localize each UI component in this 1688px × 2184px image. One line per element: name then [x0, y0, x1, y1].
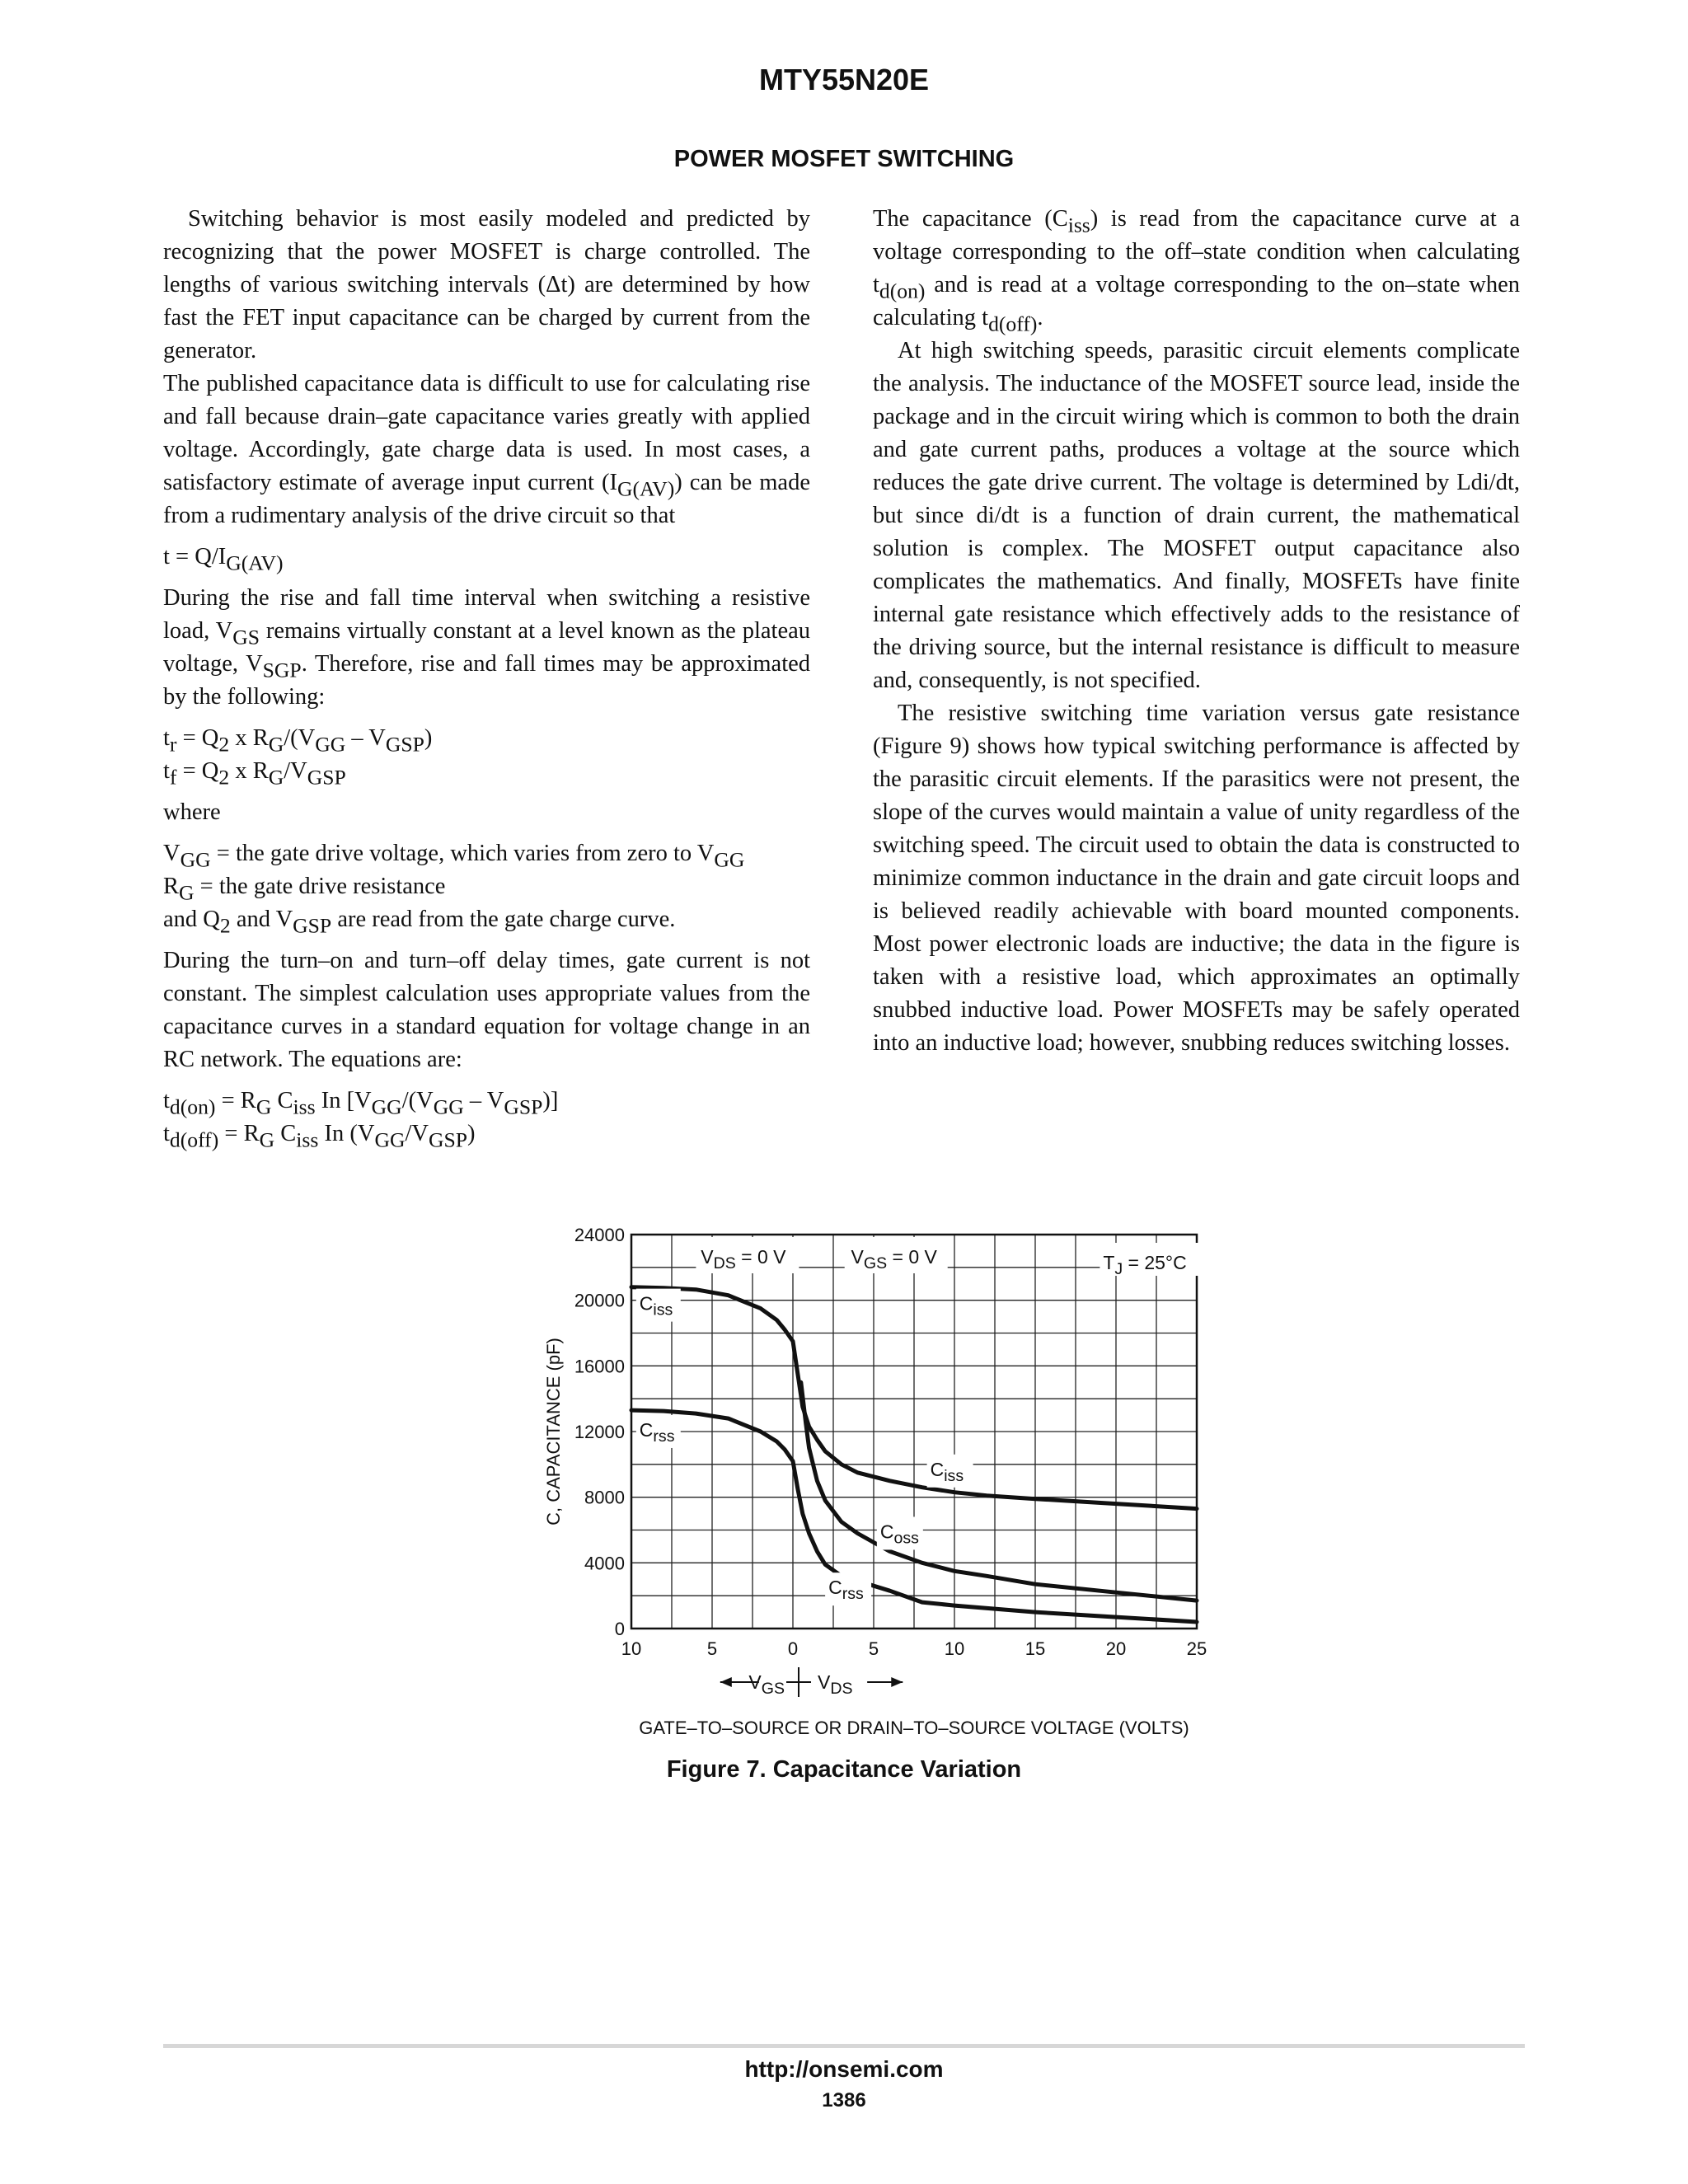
y-axis-label: C, CAPACITANCE (pF) [543, 1338, 564, 1526]
subscript: iss [293, 1094, 316, 1119]
page-title: MTY55N20E [758, 63, 930, 96]
x-tick-label: 20 [1105, 1638, 1127, 1659]
subscript: iss [1067, 213, 1090, 237]
curve-label-crss-right: $C_{rss}$ [828, 1577, 864, 1604]
subscript: 2 [218, 765, 230, 790]
subscript: GSP [429, 1127, 468, 1152]
annotation-vgs: $V_{GS} = 0$ V [851, 1246, 937, 1272]
subscript: G(AV) [226, 551, 284, 575]
text: t [163, 758, 170, 784]
y-tick-label: 16000 [574, 1356, 625, 1377]
subscript: GSP [307, 765, 346, 790]
subscript: 2 [218, 732, 230, 757]
x-tick-label: 5 [868, 1638, 879, 1659]
equation-tr [163, 722, 810, 755]
y-tick-label: 0 [614, 1619, 625, 1639]
text: /(V [401, 1088, 434, 1113]
text: The published capacitance data is difficult to use for calculating rise and fall because drain–gate capacitance varies greatly with applied voltage. Accordingly, gate charge data is used. In most cases, a satisfactory estimate of average input current (I [163, 371, 810, 495]
text: ) is read from the capacitance curve at a voltage corresponding to the off–state condition when calculating t [873, 206, 1520, 298]
text: x R [229, 725, 269, 751]
text: = Q [176, 725, 219, 751]
text: x R [229, 758, 269, 784]
x-tick-label: 25 [1186, 1638, 1207, 1659]
paragraph: During the turn–on and turn–off delay times, gate current is not constant. The simplest calculation uses appropriate values from the capacitance curves in a standard equation for voltage change in an RC network. The equations are: [163, 948, 810, 1072]
equation-tdoff [163, 1118, 810, 1151]
subscript: 2 [219, 913, 231, 938]
curve-label-crss: $C_{rss}$ [639, 1418, 675, 1446]
paragraph [163, 582, 810, 714]
text: In (V [318, 1121, 375, 1146]
text: and is read at a voltage corresponding to the on–state when calculating t [873, 272, 1520, 330]
footer-divider [163, 2044, 1525, 2048]
subscript: GG [714, 847, 745, 872]
x-tick-label: 10 [944, 1638, 965, 1659]
text: ) [467, 1121, 476, 1146]
text: are read from the gate charge curve. [331, 907, 676, 932]
where-label: where [163, 799, 221, 825]
text: C [271, 1088, 293, 1113]
subscript: d(off) [988, 312, 1038, 336]
text: = the gate drive resistance [194, 874, 446, 899]
paragraph: Switching behavior is most easily modeled and predicted by recognizing that the power MOSFET is charge controlled. The lengths of various switching intervals (Δt) are determined by how fast the FET input capacitance can be charged by current from the generator. [163, 206, 810, 363]
text: . Therefore, rise and fall times may be approximated by the following: [163, 651, 811, 710]
paragraph [163, 368, 810, 532]
arrow-left-icon [720, 1677, 732, 1687]
subscript: G [256, 1094, 272, 1119]
definition-rg [163, 870, 810, 903]
subscript: GSP [504, 1094, 543, 1119]
subscript: GSP [385, 732, 424, 757]
paragraph: At high switching speeds, parasitic circuit elements complicate the analysis. The inductance of the MOSFET source lead, inside the package and in the circuit wiring which is common to both the drain and gate current paths, produces a voltage at the source which reduces the gate drive current. The voltage is determined by Ldi/dt, but since di/dt is a function of drain current, the mathematical solution is complex. The MOSFET output capacitance also complicates the mathematics. And finally, MOSFETs have finite internal gate resistance which effectively adds to the resistance of the driving source, but the internal resistance is difficult to measure and, consequently, is not specified. [873, 338, 1520, 693]
subscript: G [179, 880, 195, 905]
text: remains virtually constant at a level known as the plateau voltage, V [163, 618, 810, 677]
text: t [163, 1088, 170, 1113]
capacitance-chart [528, 1220, 1253, 1747]
text: = Q [176, 758, 219, 784]
y-tick-label: 4000 [584, 1553, 625, 1574]
x-tick-label: 5 [706, 1638, 718, 1659]
text: R [163, 874, 180, 899]
figure-caption: Figure 7. Capacitance Variation [666, 1756, 1022, 1783]
paragraph: The resistive switching time variation versus gate resistance (Figure 9) shows how typical switching performance is affected by the parasitic circuit elements. If the parasitics were not present, the slope of the curves would maintain a value of unity regardless of the switching speed. The circuit used to obtain the data is constructed to minimize common inductance in the drain and gate circuit loops and is believed readily achievable with board mounted components. Most power electronic loads are inductive; the data in the figure is taken with a resistive load, which approximates an optimally snubbed inductive load. Power MOSFETs may be safely operated into an inductive load; however, snubbing reduces switching losses. [873, 701, 1520, 1056]
subscript: GG [374, 1127, 406, 1152]
subscript: GG [371, 1094, 402, 1119]
text: /(V [284, 725, 316, 751]
chart-svg [528, 1220, 1253, 1747]
x-axis-label: GATE–TO–SOURCE OR DRAIN–TO–SOURCE VOLTAGE (VOLTS) [639, 1718, 1189, 1738]
text: During the rise and fall time interval when switching a resistive load, V [163, 585, 810, 644]
page-number: 1386 [822, 2089, 866, 2111]
text: )] [542, 1088, 559, 1113]
text: t [163, 725, 170, 751]
subscript: d(off) [169, 1127, 219, 1152]
x-tick-label: 0 [787, 1638, 799, 1659]
text: The capacitance (C [873, 206, 1068, 232]
axis-arrow-vgs-label: $V_{GS}$ [748, 1671, 785, 1698]
arrow-right-icon [891, 1677, 903, 1687]
paragraph [873, 203, 1520, 335]
y-tick-label: 8000 [584, 1487, 625, 1508]
curve-label-coss-right: $C_{oss}$ [879, 1521, 919, 1548]
equation [163, 541, 810, 574]
left-column [163, 203, 810, 1151]
text: t = Q/I [163, 544, 227, 569]
text: ) can be made from a rudimentary analysis of the drive circuit so that [163, 470, 810, 528]
subscript: G [268, 732, 284, 757]
curve-label-ciss-right: $C_{iss}$ [930, 1458, 964, 1485]
x-tick-label: 15 [1025, 1638, 1046, 1659]
text: V [163, 841, 181, 866]
subscript: GSP [293, 913, 332, 938]
definition-vgg [163, 837, 810, 870]
annotation-vds: $V_{DS} = 0$ V [701, 1246, 786, 1272]
equation-tdon [163, 1085, 810, 1118]
text: – V [345, 725, 386, 751]
text: = R [215, 1088, 256, 1113]
y-tick-label: 24000 [574, 1225, 625, 1245]
text: ) [424, 725, 433, 751]
footer-link[interactable]: http://onsemi.com [744, 2056, 944, 2082]
subscript: G [259, 1127, 275, 1152]
subscript: G [268, 765, 284, 790]
right-column [873, 203, 1520, 1060]
text: – V [463, 1088, 504, 1113]
subscript: d(on) [879, 279, 926, 303]
text: and V [230, 907, 293, 932]
text: . [1037, 305, 1043, 330]
equation-tf [163, 755, 810, 788]
text: = R [218, 1121, 260, 1146]
subscript: GG [315, 732, 346, 757]
axis-arrow-vds-label: $V_{DS}$ [818, 1671, 853, 1698]
annotation-tj: $T_J = 25^\circ C$ [1103, 1252, 1187, 1278]
subscript: f [169, 765, 177, 790]
x-tick-label: 10 [621, 1638, 642, 1659]
text: t [163, 1121, 170, 1146]
curve-label-ciss: $C_{iss}$ [639, 1292, 673, 1319]
definition-q2 [163, 903, 810, 936]
subscript: r [169, 732, 177, 757]
section-title: POWER MOSFET SWITCHING [673, 146, 1015, 172]
text: /V [405, 1121, 429, 1146]
text: and Q [163, 907, 220, 932]
subscript: GG [433, 1094, 464, 1119]
text: In [V [315, 1088, 372, 1113]
text: = the gate drive voltage, which varies from zero to V [210, 841, 715, 866]
subscript: SGP [262, 658, 302, 682]
subscript: G(AV) [617, 476, 675, 501]
subscript: GG [180, 847, 211, 872]
y-tick-label: 12000 [574, 1422, 625, 1442]
text: C [274, 1121, 297, 1146]
y-tick-label: 20000 [574, 1290, 625, 1311]
subscript: GS [232, 625, 260, 649]
subscript: iss [296, 1127, 319, 1152]
subscript: d(on) [169, 1094, 216, 1119]
text: /V [284, 758, 307, 784]
